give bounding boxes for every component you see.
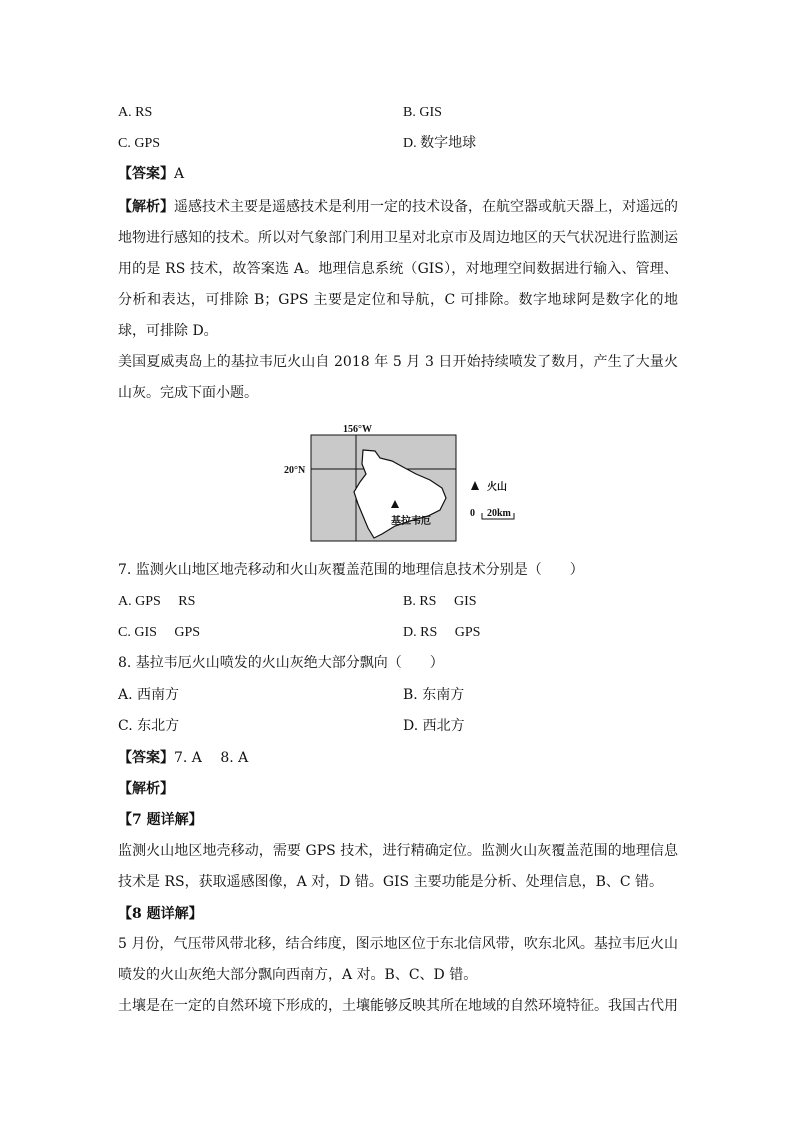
scale-zero-label: 0 <box>470 508 475 519</box>
legend-volcano-icon <box>471 481 479 490</box>
q7-stem: 7. 监测火山地区地壳移动和火山灰覆盖范围的地理信息技术分别是（ ） <box>118 562 584 578</box>
q7-detail-text: 监测火山地区地壳移动，需要 GPS 技术，进行精确定位。监测火山灰覆盖范围的地理信息技术是 RS，获取遥感图像，A 对，D 错。GIS 主要功能是分析、处理信息，B、C 错。 <box>118 843 678 890</box>
analysis-heading: 【解析】 <box>118 781 174 797</box>
scale-distance-label: 20km <box>487 508 511 519</box>
q8-detail-heading: 【8 题详解】 <box>118 906 203 922</box>
analysis-label: 【解析】 <box>118 199 174 215</box>
q7-option-a: A. GPS RS <box>118 594 196 609</box>
q8-detail-text: 5 月份，气压带风带北移，结合纬度，图示地区位于东北信风带，吹东北风。基拉韦厄火山喷发的火山灰绝大部分飘向西南方，A 对。B、C、D 错。 <box>118 936 678 983</box>
q7-option-c: C. GIS GPS <box>118 625 201 640</box>
volcano-intro: 美国夏威夷岛上的基拉韦厄火山自 2018 年 5 月 3 日开始持续喷发了数月，产生了大量火山灰。完成下面小题。 <box>118 354 678 401</box>
q6-analysis <box>118 192 678 347</box>
q8-option-d: D. 西北方 <box>403 718 465 734</box>
q8-option-a: A. 西南方 <box>118 687 180 703</box>
q7-option-b: B. RS GIS <box>403 594 477 609</box>
volcano-name-label: 基拉韦厄 <box>391 516 431 527</box>
next-paragraph: 土壤是在一定的自然环境下形成的，土壤能够反映其所在地域的自然环境特征。我国古代用 <box>118 998 678 1014</box>
q6-option-c: C. GPS <box>118 136 161 151</box>
legend-volcano-label: 火山 <box>487 482 507 493</box>
q8-option-b: B. 东南方 <box>403 687 465 703</box>
q6-option-a: A. RS <box>118 105 153 120</box>
kilauea-map <box>270 420 530 550</box>
q7-detail-heading: 【7 题详解】 <box>118 812 203 828</box>
answers-value: 7. A 8. A <box>174 750 249 766</box>
answer-value: A <box>174 166 185 182</box>
q7-option-d: D. RS GPS <box>403 625 481 640</box>
q7-q8-answers <box>118 748 248 768</box>
answer-label: 【答案】 <box>118 166 174 182</box>
q8-stem: 8. 基拉韦厄火山喷发的火山灰绝大部分飘向（ ） <box>118 655 444 671</box>
q6-option-d: D. 数字地球 <box>403 136 477 151</box>
answers-label: 【答案】 <box>118 750 174 766</box>
analysis-text: 遥感技术主要是遥感技术是利用一定的技术设备，在航空器或航天器上，对遥远的地物进行感知的技术。所以对气象部门利用卫星对北京市及周边地区的天气状况进行监测运用的是 RS 技术，故答案选 A。地理信息系统（GIS），对地理空间数据进行输入、管理、分析和表达，可排除 B；GPS 主要是定位和导航，C 可排除。数字地球阿是数字化的地球，可排除 D。 <box>118 199 678 339</box>
latitude-label: 20°N <box>284 465 306 476</box>
q6-answer <box>118 164 184 184</box>
q8-option-c: C. 东北方 <box>118 718 180 734</box>
q6-option-b: B. GIS <box>403 105 442 120</box>
longitude-label: 156°W <box>343 424 372 435</box>
